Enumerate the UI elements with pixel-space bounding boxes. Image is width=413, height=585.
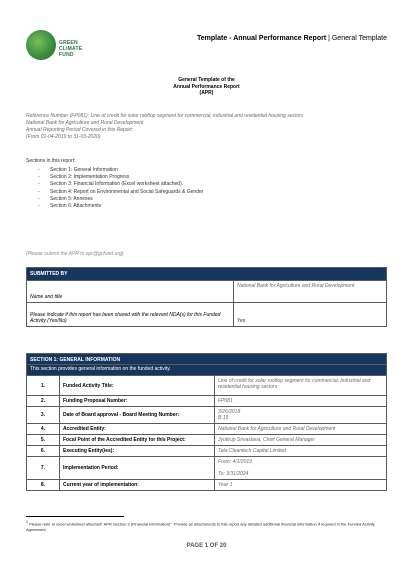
footnote-text: Please refer to excel worksheet attached" APR Section 3 (Financial information)". Provide as attachments to this report any detailed additional financial information if required in the Funded Activity Agreement. bbox=[26, 521, 375, 532]
list-item: - Section 6: Attachments bbox=[38, 203, 203, 210]
report-meta bbox=[26, 113, 303, 141]
name-label: Name and title bbox=[27, 281, 234, 303]
general-info-subheader: This section provides general information on the funded activity. bbox=[27, 365, 387, 376]
reference-number: Reference Number (FP081): Line of credit for solar rooftop segment for commercial, industrial and residential housing sectors bbox=[26, 113, 304, 119]
row-value: National Bank for Agriculture and Rural Development bbox=[215, 424, 387, 435]
row-label: Executing Entity(ies): bbox=[60, 446, 215, 457]
general-info-table bbox=[26, 353, 387, 491]
row-value: Line of credit for solar rooftop segment for commercial, industrial and residential housing sectors bbox=[215, 376, 387, 396]
logo-line-2: CLIMATE bbox=[59, 46, 83, 52]
header-title-rest: | General Template bbox=[326, 35, 387, 42]
logo-line-1: GREEN bbox=[59, 40, 78, 46]
row-number: 2. bbox=[27, 396, 60, 407]
row-value: Tata Cleantech Capital Limited bbox=[215, 446, 387, 457]
sections-list bbox=[38, 167, 203, 210]
row-label: Accredited Entity: bbox=[60, 424, 215, 435]
row-label: Current year of implementation: bbox=[60, 480, 215, 491]
entity-name: National Bank for Agriculture and Rural Development bbox=[26, 120, 144, 126]
globe-icon bbox=[26, 30, 56, 60]
header-title-bold: Template - Annual Performance Report bbox=[197, 35, 327, 42]
report-title-line-2: Annual Performance Report bbox=[173, 83, 240, 90]
list-item: - Section 4: Report on Environmental and Social Safeguards & Gender bbox=[38, 189, 203, 196]
row-label: Funded Activity Title: bbox=[60, 376, 215, 396]
footnote-divider bbox=[26, 516, 124, 517]
row-value: From: 4/1/2019 To: 3/31/2024 bbox=[215, 457, 387, 480]
row-label: Funding Proposal Number: bbox=[60, 396, 215, 407]
row-number: 8. bbox=[27, 480, 60, 491]
row-value: FP081 bbox=[215, 396, 387, 407]
report-title-line-1: General Template of the bbox=[178, 77, 235, 83]
reporting-period-dates: (From 01-04-2019 to 31-03-2020) bbox=[26, 134, 101, 140]
sections-heading: Sections in this report: bbox=[26, 158, 76, 164]
gcf-logo bbox=[26, 30, 96, 80]
document-header bbox=[197, 35, 387, 42]
report-title-line-3: (APR) bbox=[199, 90, 214, 96]
row-number: 7. bbox=[27, 457, 60, 480]
row-value: Year 1 bbox=[215, 480, 387, 491]
list-item: - Section 1: General Information bbox=[38, 167, 203, 174]
submitted-by-header: SUBMITTED BY bbox=[27, 268, 387, 281]
footnote bbox=[26, 520, 387, 532]
page-number: PAGE 1 OF 20 bbox=[186, 543, 227, 549]
list-item: - Section 3: Financial Information (Excel worksheet attached). bbox=[38, 181, 203, 188]
list-item: - Section 5: Annexes bbox=[38, 196, 203, 203]
row-number: 5. bbox=[27, 435, 60, 446]
nda-value: Yes bbox=[234, 303, 387, 327]
general-info-header: SECTION 1: GENERAL INFORMATION bbox=[27, 354, 387, 365]
logo-line-3: FUND bbox=[59, 52, 74, 58]
row-value: 3/26/2018 B.19 bbox=[215, 407, 387, 424]
report-title bbox=[0, 77, 413, 97]
row-value: Jyotirup Srivastava, Chief General Manager bbox=[215, 435, 387, 446]
row-label: Focal Point of the Accredited Entity for this Project: bbox=[60, 435, 215, 446]
nda-label: Please indicate if this report has been shared with the relevant NDA(s) for this Funded Activity (Yes/No) bbox=[27, 303, 234, 327]
submitted-by-table bbox=[26, 267, 387, 327]
row-number: 4. bbox=[27, 424, 60, 435]
row-number: 1. bbox=[27, 376, 60, 396]
footnote-mark: 1 bbox=[26, 520, 28, 524]
submit-note: (Please submit the APR to apr@gcfund.org) bbox=[26, 251, 124, 257]
row-label: Implementation Period: bbox=[60, 457, 215, 480]
reporting-period-label: Annual Reporting Period Covered in this Report: bbox=[26, 127, 134, 133]
row-number: 3. bbox=[27, 407, 60, 424]
name-value: National Bank for Agriculture and Rural Development bbox=[234, 281, 387, 303]
row-label: Date of Board approval - Board Meeting Number: bbox=[60, 407, 215, 424]
list-item: - Section 2: Implementation Progress bbox=[38, 174, 203, 181]
row-number: 6. bbox=[27, 446, 60, 457]
